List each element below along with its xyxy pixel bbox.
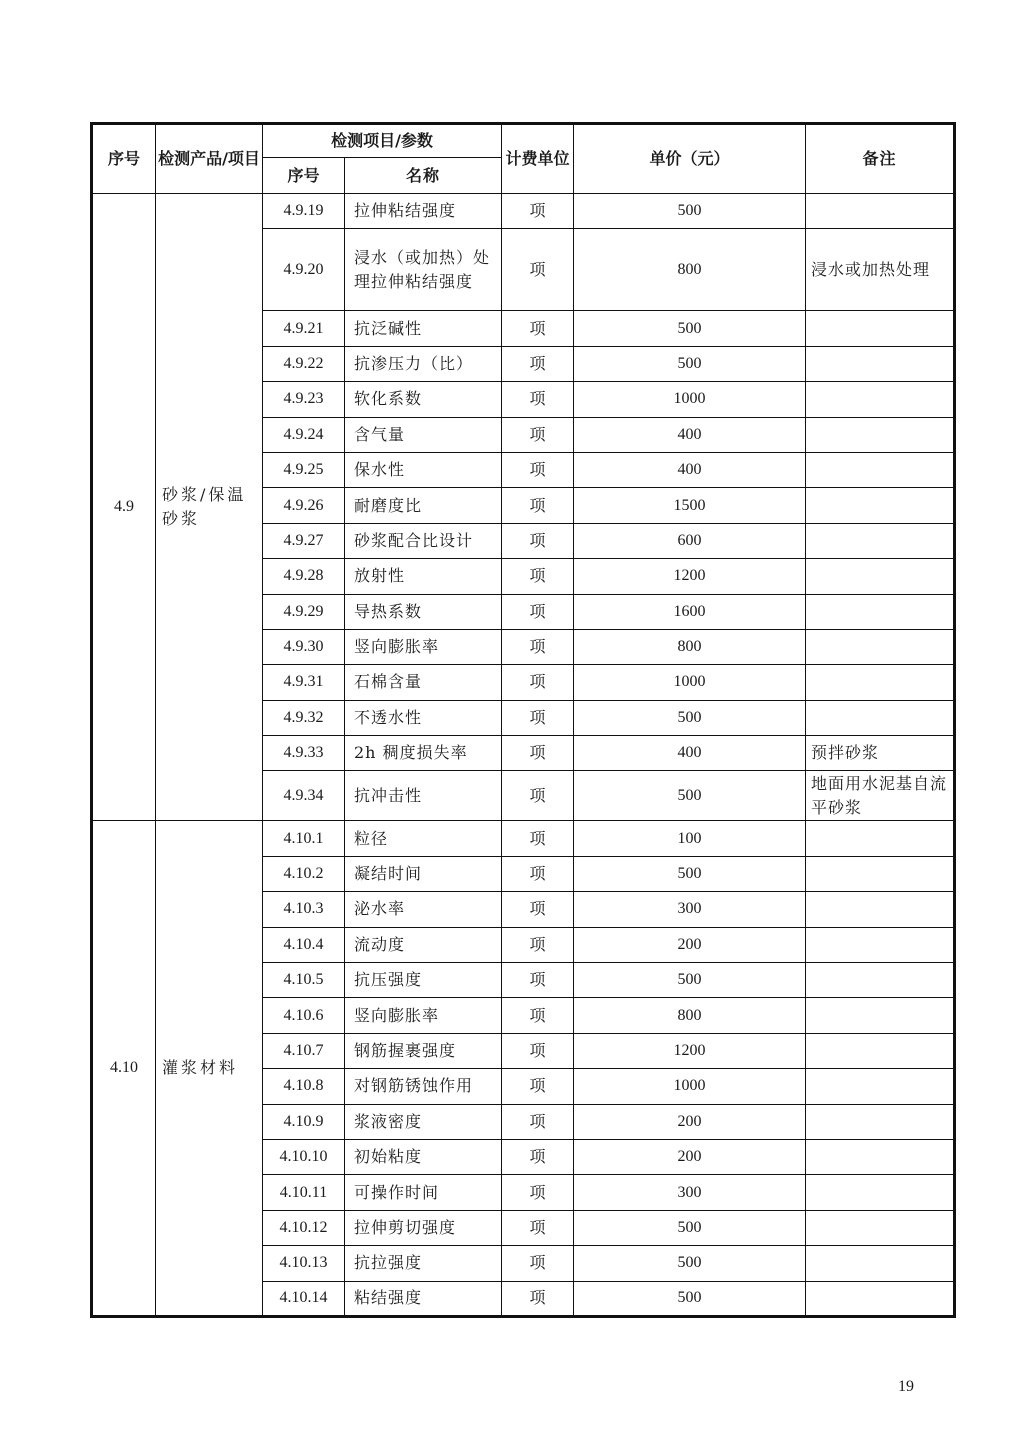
item-price: 300 (574, 1175, 806, 1210)
header-product: 检测产品/项目 (156, 124, 263, 194)
item-no: 4.10.6 (263, 998, 345, 1033)
item-note (806, 665, 955, 700)
item-unit: 项 (502, 1210, 574, 1245)
item-unit: 项 (502, 1246, 574, 1281)
item-no: 4.10.13 (263, 1246, 345, 1281)
item-unit: 项 (502, 229, 574, 311)
item-price: 500 (574, 1210, 806, 1245)
item-price: 400 (574, 417, 806, 452)
item-unit: 项 (502, 998, 574, 1033)
item-no: 4.9.34 (263, 771, 345, 821)
item-no: 4.9.22 (263, 346, 345, 381)
item-no: 4.9.20 (263, 229, 345, 311)
item-note: 地面用水泥基自流平砂浆 (806, 771, 955, 821)
item-no: 4.9.23 (263, 382, 345, 417)
group-product: 砂浆/保温砂浆 (156, 194, 263, 821)
item-no: 4.9.32 (263, 700, 345, 735)
item-name: 初始粘度 (345, 1139, 502, 1174)
item-price: 500 (574, 700, 806, 735)
item-note (806, 821, 955, 856)
header-note: 备注 (806, 124, 955, 194)
item-note (806, 311, 955, 346)
group-product: 灌浆材料 (156, 821, 263, 1316)
page-number: 19 (898, 1378, 914, 1395)
item-unit: 项 (502, 559, 574, 594)
item-name: 粒径 (345, 821, 502, 856)
item-price: 500 (574, 771, 806, 821)
item-unit: 项 (502, 1281, 574, 1316)
item-price: 500 (574, 1281, 806, 1316)
item-name: 浆液密度 (345, 1104, 502, 1139)
item-note (806, 892, 955, 927)
header-seq: 序号 (92, 124, 156, 194)
header-name: 名称 (345, 158, 502, 194)
item-name: 抗冲击性 (345, 771, 502, 821)
item-note (806, 559, 955, 594)
item-price: 1000 (574, 1069, 806, 1104)
item-note (806, 927, 955, 962)
item-unit: 项 (502, 194, 574, 229)
item-price: 800 (574, 629, 806, 664)
item-no: 4.10.12 (263, 1210, 345, 1245)
item-name: 放射性 (345, 559, 502, 594)
item-name: 软化系数 (345, 382, 502, 417)
item-no: 4.9.33 (263, 736, 345, 771)
header-unit: 计费单位 (502, 124, 574, 194)
item-no: 4.10.1 (263, 821, 345, 856)
item-note (806, 594, 955, 629)
item-name: 砂浆配合比设计 (345, 523, 502, 558)
item-no: 4.9.30 (263, 629, 345, 664)
item-no: 4.9.28 (263, 559, 345, 594)
item-note (806, 1175, 955, 1210)
item-no: 4.10.14 (263, 1281, 345, 1316)
item-price: 800 (574, 229, 806, 311)
item-price: 200 (574, 1139, 806, 1174)
item-no: 4.9.24 (263, 417, 345, 452)
item-note (806, 346, 955, 381)
item-unit: 项 (502, 346, 574, 381)
item-name: 竖向膨胀率 (345, 629, 502, 664)
item-price: 1200 (574, 559, 806, 594)
item-note (806, 1139, 955, 1174)
item-unit: 项 (502, 452, 574, 487)
item-price: 500 (574, 963, 806, 998)
item-name: 钢筋握裹强度 (345, 1033, 502, 1068)
item-note (806, 382, 955, 417)
item-note (806, 963, 955, 998)
item-note (806, 452, 955, 487)
item-note (806, 1033, 955, 1068)
group-seq: 4.9 (92, 194, 156, 821)
item-name: 粘结强度 (345, 1281, 502, 1316)
table-body (92, 194, 955, 1317)
item-no: 4.10.5 (263, 963, 345, 998)
item-name: 抗压强度 (345, 963, 502, 998)
item-unit: 项 (502, 311, 574, 346)
item-no: 4.9.19 (263, 194, 345, 229)
item-no: 4.10.8 (263, 1069, 345, 1104)
item-no: 4.10.9 (263, 1104, 345, 1139)
item-price: 1000 (574, 665, 806, 700)
item-price: 400 (574, 736, 806, 771)
item-note (806, 1104, 955, 1139)
item-unit: 项 (502, 1033, 574, 1068)
item-note (806, 700, 955, 735)
item-note: 浸水或加热处理 (806, 229, 955, 311)
item-unit: 项 (502, 523, 574, 558)
item-note (806, 856, 955, 891)
item-note (806, 417, 955, 452)
item-unit: 项 (502, 856, 574, 891)
item-unit: 项 (502, 1139, 574, 1174)
item-note (806, 629, 955, 664)
item-unit: 项 (502, 963, 574, 998)
item-no: 4.9.31 (263, 665, 345, 700)
item-note (806, 523, 955, 558)
item-name: 含气量 (345, 417, 502, 452)
group-seq: 4.10 (92, 821, 156, 1316)
item-unit: 项 (502, 382, 574, 417)
item-name: 抗泛碱性 (345, 311, 502, 346)
item-note (806, 1281, 955, 1316)
item-price: 200 (574, 927, 806, 962)
item-name: 不透水性 (345, 700, 502, 735)
item-name: 保水性 (345, 452, 502, 487)
item-price: 500 (574, 346, 806, 381)
item-name: 浸水（或加热）处理拉伸粘结强度 (345, 229, 502, 311)
item-name: 抗渗压力（比） (345, 346, 502, 381)
item-name: 2h 稠度损失率 (345, 736, 502, 771)
item-unit: 项 (502, 892, 574, 927)
price-table (90, 122, 956, 1318)
item-note (806, 1246, 955, 1281)
item-no: 4.10.10 (263, 1139, 345, 1174)
item-price: 1500 (574, 488, 806, 523)
item-unit: 项 (502, 821, 574, 856)
item-price: 800 (574, 998, 806, 1033)
item-price: 500 (574, 311, 806, 346)
item-price: 500 (574, 1246, 806, 1281)
item-name: 可操作时间 (345, 1175, 502, 1210)
item-unit: 项 (502, 417, 574, 452)
header-sub-seq: 序号 (263, 158, 345, 194)
header-row-1 (92, 124, 955, 158)
item-price: 1000 (574, 382, 806, 417)
item-no: 4.10.3 (263, 892, 345, 927)
item-name: 凝结时间 (345, 856, 502, 891)
item-no: 4.10.7 (263, 1033, 345, 1068)
item-unit: 项 (502, 594, 574, 629)
item-name: 石棉含量 (345, 665, 502, 700)
item-no: 4.9.27 (263, 523, 345, 558)
item-price: 1600 (574, 594, 806, 629)
item-unit: 项 (502, 1175, 574, 1210)
item-price: 100 (574, 821, 806, 856)
item-note (806, 998, 955, 1033)
item-no: 4.9.25 (263, 452, 345, 487)
item-no: 4.10.2 (263, 856, 345, 891)
item-no: 4.9.29 (263, 594, 345, 629)
item-name: 导热系数 (345, 594, 502, 629)
item-price: 1200 (574, 1033, 806, 1068)
item-name: 泌水率 (345, 892, 502, 927)
table-row (92, 821, 955, 856)
item-no: 4.10.4 (263, 927, 345, 962)
item-unit: 项 (502, 1104, 574, 1139)
item-unit: 项 (502, 736, 574, 771)
item-name: 竖向膨胀率 (345, 998, 502, 1033)
table-row (92, 194, 955, 229)
item-no: 4.9.26 (263, 488, 345, 523)
item-name: 耐磨度比 (345, 488, 502, 523)
item-price: 500 (574, 194, 806, 229)
item-unit: 项 (502, 488, 574, 523)
item-price: 600 (574, 523, 806, 558)
item-name: 抗拉强度 (345, 1246, 502, 1281)
item-unit: 项 (502, 771, 574, 821)
item-price: 200 (574, 1104, 806, 1139)
header-item-group: 检测项目/参数 (263, 124, 502, 158)
item-name: 对钢筋锈蚀作用 (345, 1069, 502, 1104)
item-no: 4.10.11 (263, 1175, 345, 1210)
item-name: 拉伸剪切强度 (345, 1210, 502, 1245)
item-note (806, 194, 955, 229)
item-unit: 项 (502, 1069, 574, 1104)
item-note (806, 488, 955, 523)
item-name: 拉伸粘结强度 (345, 194, 502, 229)
item-note: 预拌砂浆 (806, 736, 955, 771)
item-no: 4.9.21 (263, 311, 345, 346)
header-price: 单价（元） (574, 124, 806, 194)
item-price: 400 (574, 452, 806, 487)
item-name: 流动度 (345, 927, 502, 962)
item-unit: 项 (502, 629, 574, 664)
item-unit: 项 (502, 665, 574, 700)
item-price: 300 (574, 892, 806, 927)
item-note (806, 1069, 955, 1104)
item-unit: 项 (502, 927, 574, 962)
item-price: 500 (574, 856, 806, 891)
item-unit: 项 (502, 700, 574, 735)
item-note (806, 1210, 955, 1245)
